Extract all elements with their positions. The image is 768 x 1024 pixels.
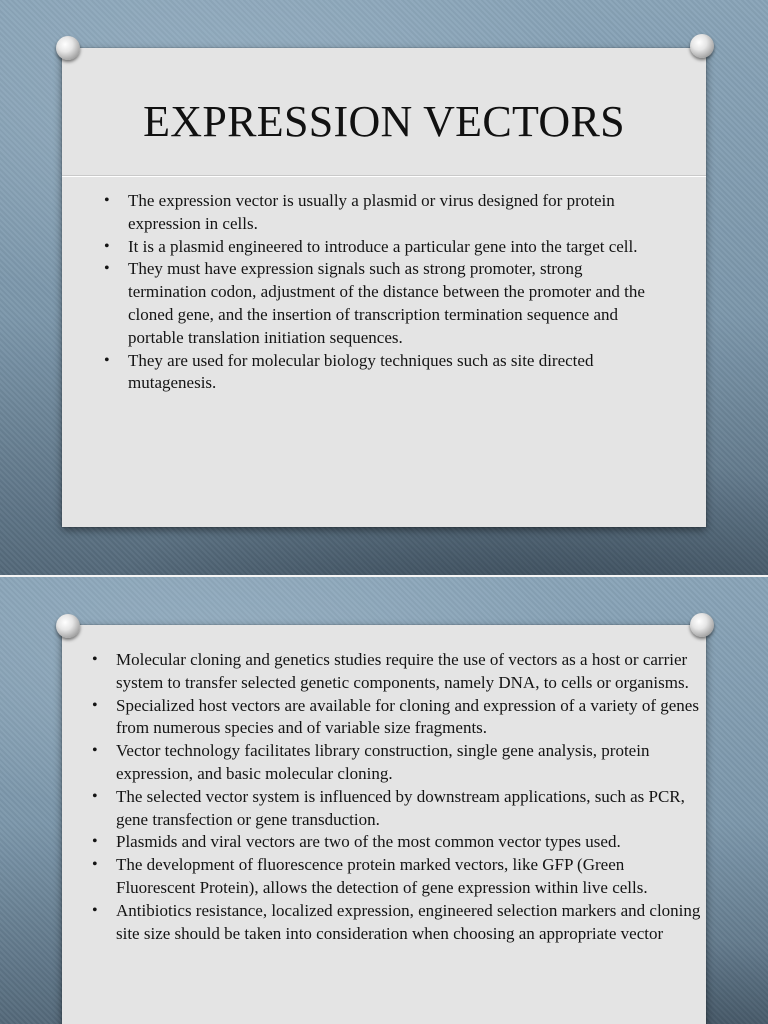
bullet-item: • They must have expression signals such as strong promoter, strong termination codon, adjustment of the distance between the promoter and the cloned gene, and the insertion of transcription termination sequence and portable translation initiation sequences. xyxy=(104,258,664,349)
slide-2-bullet-list xyxy=(92,649,702,945)
slide-2 xyxy=(0,577,768,1024)
pushpin-left-icon xyxy=(56,36,80,60)
bullet-item: • Antibiotics resistance, localized expression, engineered selection markers and cloning site size should be taken into consideration when choosing an appropriate vector xyxy=(92,900,702,946)
slide-title: EXPRESSION VECTORS xyxy=(143,97,625,146)
bullet-item: • Molecular cloning and genetics studies require the use of vectors as a host or carrier system to transfer selected genetic components, namely DNA, to cells or organisms. xyxy=(92,649,702,695)
bullet-item: • They are used for molecular biology techniques such as site directed mutagenesis. xyxy=(104,350,664,396)
bullet-item: • The development of fluorescence protein marked vectors, like GFP (Green Fluorescent Protein), allows the detection of gene expression within live cells. xyxy=(92,854,702,900)
bullet-item: • Plasmids and viral vectors are two of the most common vector types used. xyxy=(92,831,702,854)
bullet-item: • The selected vector system is influenced by downstream applications, such as PCR, gene transfection or gene transduction. xyxy=(92,786,702,832)
pushpin-left-icon xyxy=(56,614,80,638)
title-divider xyxy=(62,176,706,177)
pushpin-right-icon xyxy=(690,613,714,637)
bullet-item: • Vector technology facilitates library construction, single gene analysis, protein expression, and basic molecular cloning. xyxy=(92,740,702,786)
slide-1-bullet-list xyxy=(104,190,664,395)
bullet-item: • Specialized host vectors are available for cloning and expression of a variety of genes from numerous species and of variable size fragments. xyxy=(92,695,702,741)
bullet-item: • It is a plasmid engineered to introduce a particular gene into the target cell. xyxy=(104,236,664,259)
pushpin-right-icon xyxy=(690,34,714,58)
bullet-item: • The expression vector is usually a plasmid or virus designed for protein expression in cells. xyxy=(104,190,664,236)
